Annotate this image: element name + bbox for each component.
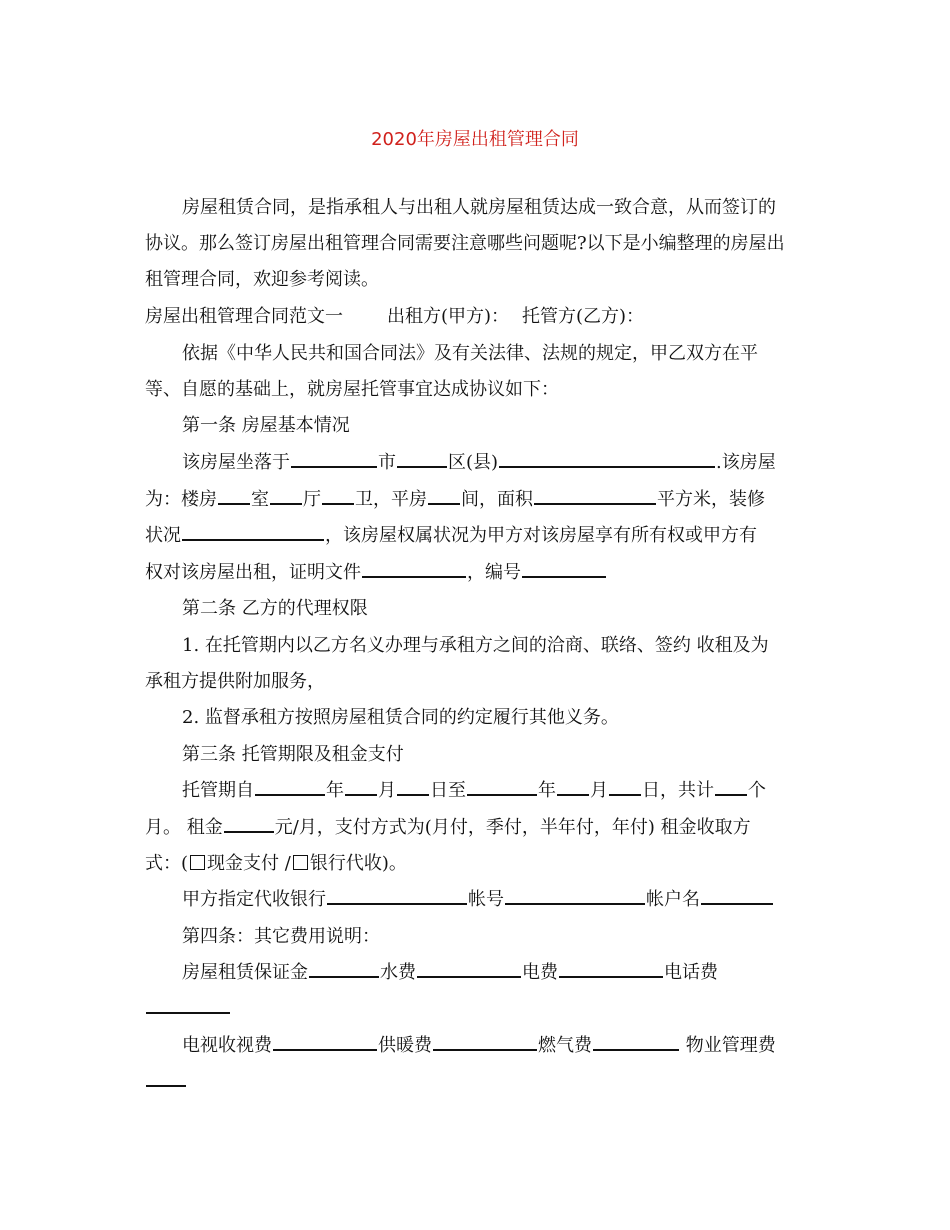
text: 权对该房屋出租，证明文件 (145, 562, 361, 583)
text: 月 (378, 780, 396, 801)
deposit-blank[interactable] (309, 962, 379, 978)
location-blank[interactable] (291, 452, 377, 468)
heating-fee-blank[interactable] (433, 1035, 537, 1051)
number-blank[interactable] (522, 562, 606, 578)
article-1-line-4 (145, 561, 607, 585)
start-year-blank[interactable] (255, 780, 325, 796)
text: ，编号 (467, 562, 521, 583)
text: 厅 (303, 489, 321, 510)
text: .该房屋 (716, 452, 776, 473)
text: 该房屋坐落于 (182, 452, 290, 473)
document-title: 2020年房屋出租管理合同 (371, 129, 579, 150)
basis-line-1: 依据《中华人民共和国合同法》及有关法律、法规的规定，甲乙双方在平 (182, 343, 758, 364)
property-fee-blank[interactable] (146, 1071, 186, 1087)
text: 帐户名 (646, 889, 700, 910)
text: 燃气费 (538, 1035, 592, 1056)
text: 甲方指定代收银行 (182, 889, 326, 910)
intro-line-1: 房屋租赁合同，是指承租人与出租人就房屋租赁达成一致合意，从而签订的 (182, 197, 776, 218)
end-day-blank[interactable] (609, 780, 641, 796)
text: 式：( (145, 853, 189, 874)
article-1-line-1 (182, 451, 776, 475)
text: 电话费 (664, 962, 718, 983)
text: 间，面积 (461, 489, 533, 510)
account-number-blank[interactable] (505, 889, 645, 905)
text: 电费 (522, 962, 558, 983)
text: 银行代收)。 (309, 853, 407, 874)
bank-collection-checkbox[interactable] (293, 855, 308, 870)
bungalow-rooms-blank[interactable] (428, 489, 460, 505)
text: 室 (251, 489, 269, 510)
article-2-title: 第二条 乙方的代理权限 (182, 598, 368, 619)
article-3-title: 第三条 托管期限及租金支付 (182, 744, 404, 765)
article-1-line-2 (145, 488, 765, 512)
text: 水费 (380, 962, 416, 983)
article-4-title: 第四条：其它费用说明： (182, 926, 380, 947)
text: ，该房屋权属状况为甲方对该房屋享有所有权或甲方有 (325, 525, 757, 546)
text: 现金支付 / (207, 853, 291, 874)
article-1-title: 第一条 房屋基本情况 (182, 415, 350, 436)
text: 年 (538, 780, 556, 801)
intro-line-3: 租管理合同，欢迎参考阅读。 (145, 269, 379, 290)
text: 卫，平房 (355, 489, 427, 510)
decoration-blank[interactable] (182, 525, 324, 541)
text: 平方米，装修 (657, 489, 765, 510)
text: 物业管理费 (680, 1035, 776, 1056)
text: 帐号 (468, 889, 504, 910)
article-3-line-2 (145, 816, 751, 840)
text: 日，共计 (642, 780, 714, 801)
text: 市 (378, 452, 396, 473)
total-months-blank[interactable] (715, 780, 747, 796)
article-2-item-1-line-1: 1. 在托管期内以乙方名义办理与承租方之间的洽商、联络、签约 收租及为 (182, 635, 769, 656)
rooms-blank[interactable] (218, 489, 250, 505)
text: 状况 (145, 525, 181, 546)
text: 托管期自 (182, 780, 254, 801)
account-name-blank[interactable] (701, 889, 773, 905)
city-blank[interactable] (397, 452, 447, 468)
electricity-fee-blank[interactable] (559, 962, 663, 978)
certificate-blank[interactable] (362, 562, 466, 578)
halls-blank[interactable] (270, 489, 302, 505)
rent-blank[interactable] (224, 817, 274, 833)
text: 为：楼房 (145, 489, 217, 510)
article-3-line-3 (145, 852, 407, 876)
article-2-item-1-line-2: 承租方提供附加服务， (145, 671, 325, 692)
trustee-label: 托管方(乙方)： (522, 306, 645, 327)
article-1-line-3 (145, 524, 757, 548)
article-3-line-1 (182, 779, 766, 803)
text: 电视收视费 (182, 1035, 272, 1056)
cash-payment-checkbox[interactable] (190, 855, 205, 870)
article-4-line-1 (182, 961, 718, 985)
sample-heading: 房屋出租管理合同范文一 (145, 306, 343, 327)
article-4-line-2 (182, 1034, 776, 1058)
text: 月。 租金 (145, 817, 223, 838)
intro-line-2: 协议。那么签订房屋出租管理合同需要注意哪些问题呢?以下是小编整理的房屋出 (145, 233, 785, 254)
text: 区(县) (448, 452, 499, 473)
text: 年 (326, 780, 344, 801)
text: 月 (590, 780, 608, 801)
text: 房屋租赁保证金 (182, 962, 308, 983)
article-3-line-4 (182, 888, 774, 912)
bank-blank[interactable] (327, 889, 467, 905)
baths-blank[interactable] (322, 489, 354, 505)
lessor-label: 出租方(甲方)： (387, 306, 510, 327)
end-year-blank[interactable] (467, 780, 537, 796)
area-blank[interactable] (534, 489, 656, 505)
start-month-blank[interactable] (345, 780, 377, 796)
phone-fee-blank[interactable] (146, 998, 230, 1014)
article-2-item-2: 2. 监督承租方按照房屋租赁合同的约定履行其他义务。 (182, 707, 619, 728)
text: 个 (748, 780, 766, 801)
gas-fee-blank[interactable] (593, 1035, 679, 1051)
text: 日至 (430, 780, 466, 801)
text: 元/月，支付方式为(月付，季付，半年付，年付) 租金收取方 (274, 817, 751, 838)
text: 供暖费 (378, 1035, 432, 1056)
tv-fee-blank[interactable] (273, 1035, 377, 1051)
end-month-blank[interactable] (557, 780, 589, 796)
basis-line-2: 等、自愿的基础上，就房屋托管事宜达成协议如下： (145, 379, 559, 400)
water-fee-blank[interactable] (417, 962, 521, 978)
district-blank[interactable] (499, 452, 715, 468)
start-day-blank[interactable] (397, 780, 429, 796)
